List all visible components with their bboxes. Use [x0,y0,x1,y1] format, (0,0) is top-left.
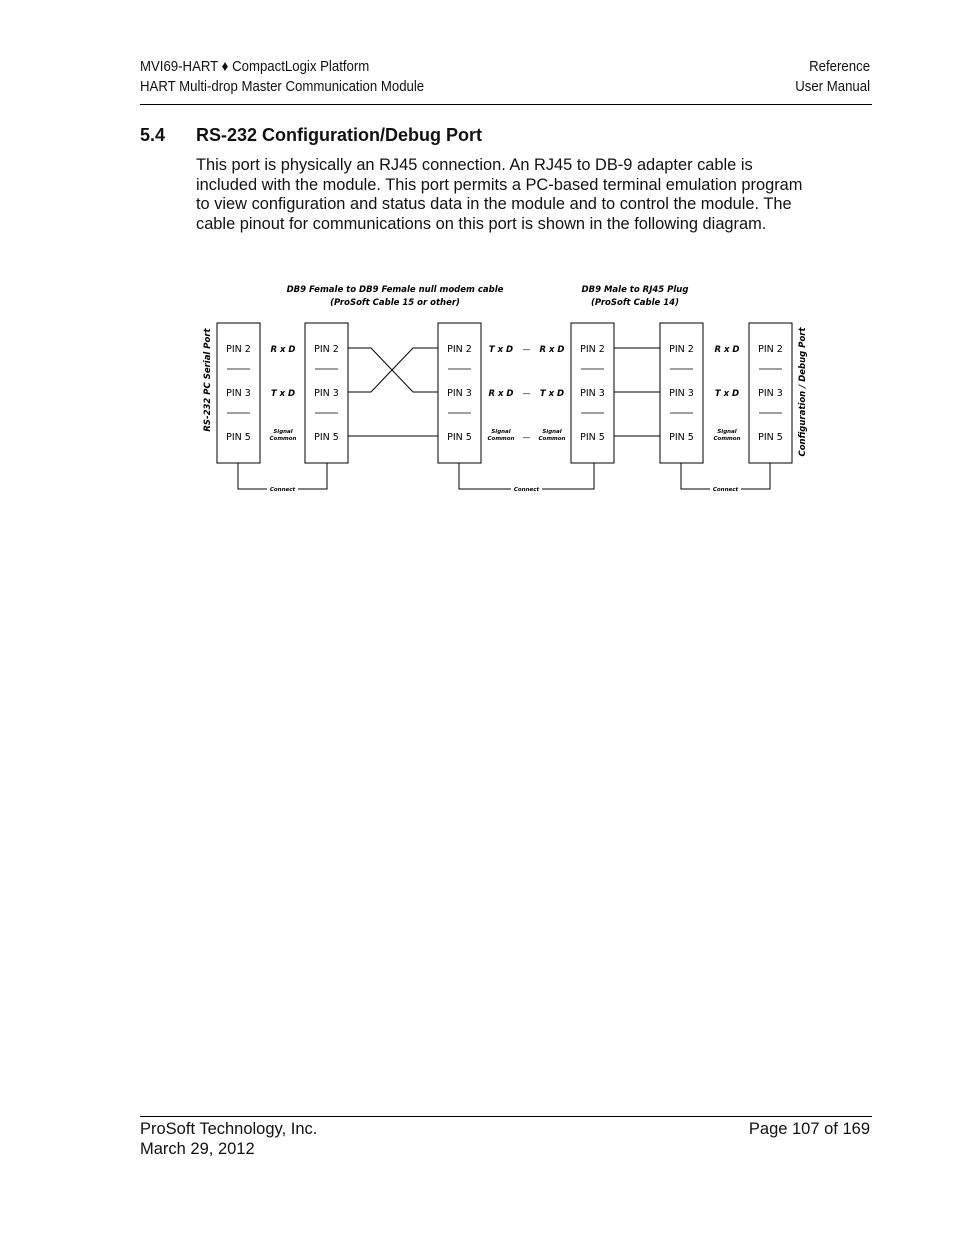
pin-label: PIN 5 [226,432,251,443]
signal-label: R x D [539,345,565,355]
pin-label: PIN 3 [447,388,472,399]
pin-label: PIN 5 [758,432,783,443]
signal-label: T x D [488,345,514,355]
pin-label: PIN 2 [226,344,251,355]
pin-label: PIN 2 [580,344,605,355]
header-product: MVI69-HART ♦ CompactLogix Platform [140,58,370,75]
connect-label: Connect [269,487,296,493]
pin-label: PIN 5 [580,432,605,443]
signal-label: R x D [488,389,514,399]
connect-bracket-right-b [741,463,770,489]
header-divider [140,104,872,105]
dash-separator: — [522,345,531,354]
pin-label: PIN 3 [226,388,251,399]
cable2-title: DB9 Male to RJ45 Plug [581,285,689,295]
pc-serial-port-label: RS-232 PC Serial Port [203,328,213,432]
signal-common-label: Signal [717,429,737,435]
pin-label: PIN 5 [314,432,339,443]
connect-bracket-mid-b [542,463,594,489]
cable1-subtitle: (ProSoft Cable 15 or other) [330,298,460,308]
cable2-subtitle: (ProSoft Cable 14) [591,298,679,308]
signal-label: T x D [714,389,740,399]
pin-label: PIN 3 [669,388,694,399]
signal-common-label: Common [269,436,297,442]
header-manual: User Manual [795,78,870,95]
section-title: RS-232 Configuration/Debug Port [196,125,483,145]
pin-label: PIN 2 [669,344,694,355]
header-left [140,57,424,97]
dash-separator: — [522,433,531,442]
connect-bracket-mid-a [459,463,511,489]
pin-label: PIN 5 [447,432,472,443]
header-reference: Reference [809,58,870,75]
header-right [795,57,870,97]
footer-company: ProSoft Technology, Inc. [140,1120,318,1138]
signal-common-label: Common [538,436,566,442]
section-number: 5.4 [140,125,166,145]
header-module: HART Multi-drop Master Communication Module [140,78,425,95]
cable-pinout-diagram [203,278,809,505]
signal-common-label: Signal [273,429,293,435]
connect-bracket-left-a [238,463,267,489]
connect-bracket-left-b [298,463,327,489]
signal-common-label: Common [713,436,741,442]
dash-separator: — [522,389,531,398]
pin-label: PIN 5 [669,432,694,443]
cable1-title: DB9 Female to DB9 Female null modem cable [286,285,504,295]
connect-label: Connect [513,487,540,493]
signal-label: R x D [270,345,296,355]
signal-common-label: Common [487,436,515,442]
section-paragraph: This port is physically an RJ45 connection. An RJ45 to DB-9 adapter cable is included with the module. This port permits a PC-based terminal emulation program to view configuration and status data in the module and to control the module. The cable pinout for communications on this port is shown in the following diagram. [196,156,803,234]
pin-label: PIN 3 [758,388,783,399]
wire-cross-b [348,348,438,392]
config-debug-port-label: Configuration / Debug Port [798,327,808,457]
connect-label: Connect [712,487,739,493]
pin-label: PIN 2 [447,344,472,355]
footer-page-number: Page 107 of 169 [748,1120,870,1138]
footer-left [140,1120,317,1159]
pin-label: PIN 2 [758,344,783,355]
signal-label: R x D [714,345,740,355]
connect-bracket-right-a [681,463,710,489]
signal-label: T x D [539,389,565,399]
pin-label: PIN 2 [314,344,339,355]
pinout-svg [203,278,809,500]
footer-date: March 29, 2012 [140,1139,255,1158]
signal-label: T x D [270,389,296,399]
wire-cross-a [348,348,438,392]
pin-label: PIN 3 [580,388,605,399]
footer-divider [140,1116,872,1117]
signal-common-label: Signal [491,429,511,435]
signal-common-label: Signal [542,429,562,435]
pin-label: PIN 3 [314,388,339,399]
